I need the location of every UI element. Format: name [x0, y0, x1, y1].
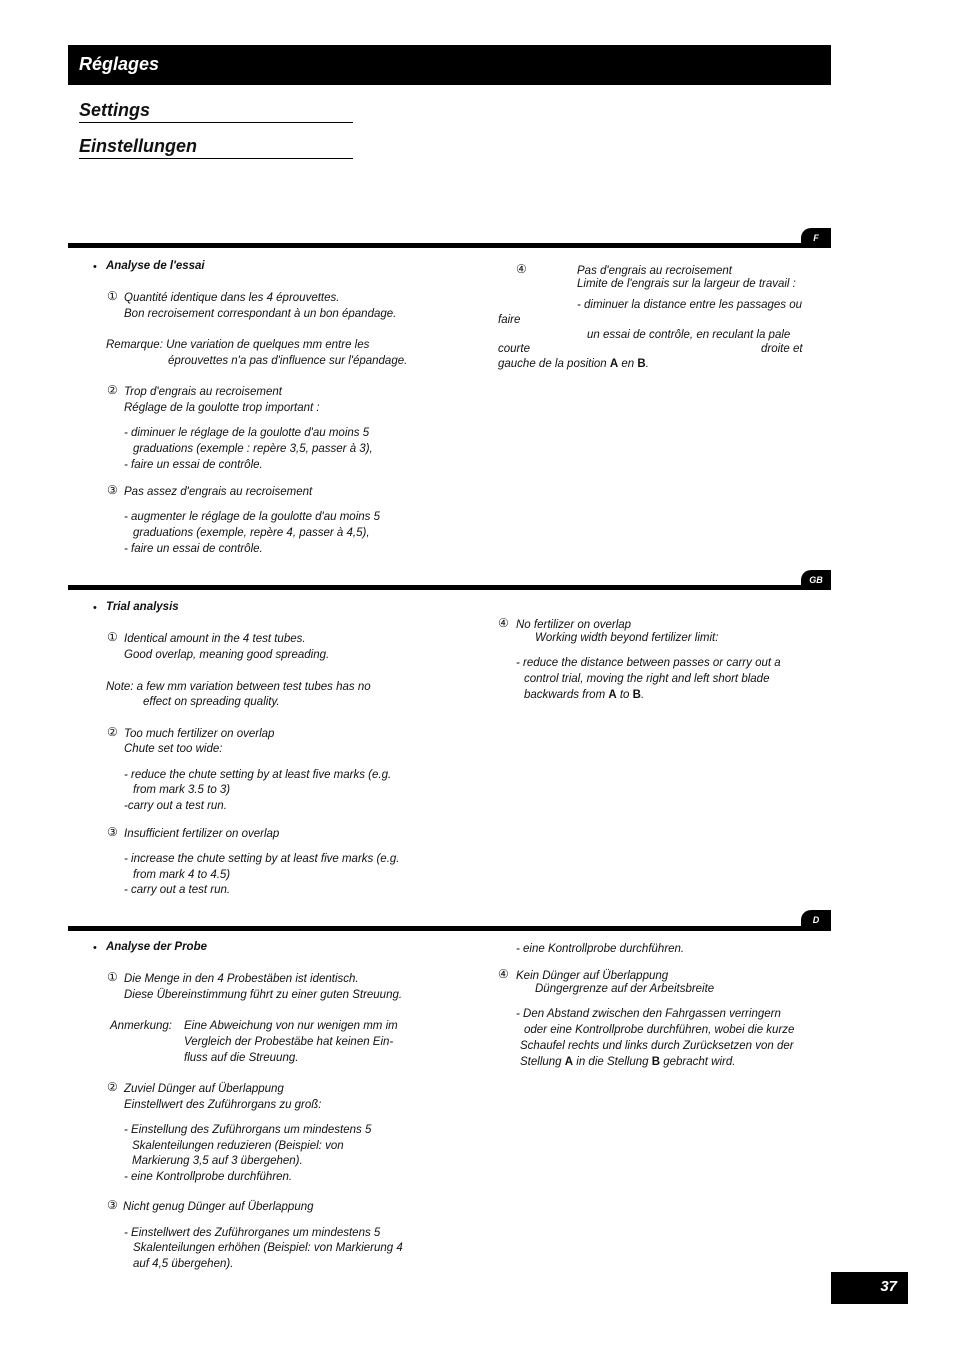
section-rule-fr	[68, 243, 831, 248]
text-line: Pas d'engrais au recroisement	[577, 265, 732, 277]
text-line: Markierung 3,5 auf 3 übergehen).	[132, 1155, 303, 1167]
text-line: - faire un essai de contrôle.	[124, 459, 263, 471]
section-heading-fr: Analyse de l'essai	[106, 260, 205, 272]
note-line: effect on spreading quality.	[143, 696, 280, 708]
title-bar	[68, 45, 831, 85]
subtitle-english: Settings	[79, 100, 353, 123]
text-fragment: Stellung	[520, 1056, 565, 1068]
text-fragment: en	[618, 358, 638, 370]
text-line: Trop d'engrais au recroisement	[124, 386, 282, 398]
section-rule-gb	[68, 585, 831, 590]
text-line: - Den Abstand zwischen den Fahrgassen verringern	[516, 1008, 781, 1020]
text-line: faire	[498, 314, 521, 326]
position-a-label: A	[564, 1056, 574, 1068]
position-a-label: A	[608, 689, 617, 701]
remark-line: Remarque: Une variation de quelques mm entre les	[106, 339, 370, 351]
text-line: Düngergrenze auf der Arbeitsbreite	[535, 983, 715, 995]
text-line: courte	[498, 343, 530, 355]
text-fragment: to	[616, 689, 633, 701]
text-line: Quantité identique dans les 4 éprouvettes.	[124, 292, 340, 304]
text-line: - Einstellwert des Zuführorganes um mindestens 5	[124, 1227, 381, 1239]
text-line	[498, 356, 649, 372]
position-a-label: A	[609, 358, 619, 370]
text-line: Identical amount in the 4 test tubes.	[124, 633, 306, 645]
text-line: Pas assez d'engrais au recroisement	[124, 486, 313, 498]
text-line: auf 4,5 übergehen).	[133, 1258, 234, 1270]
page-number: 37	[831, 1272, 908, 1304]
text-line: - diminuer le réglage de la goulotte d'au moins 5	[124, 427, 370, 439]
text-line: - carry out a test run.	[124, 884, 231, 896]
remark-label: Anmerkung:	[110, 1020, 173, 1032]
remark-line: éprouvettes n'a pas d'influence sur l'épandage.	[168, 355, 408, 367]
subtitle-german: Einstellungen	[79, 136, 353, 159]
text-line: - eine Kontrollprobe durchführen.	[124, 1171, 293, 1183]
text-line: graduations (exemple : repère 3,5, passer à 3),	[133, 443, 373, 455]
text-line: oder eine Kontrollprobe durchführen, wobei die kurze	[524, 1024, 795, 1036]
text-line: Skalenteilungen reduzieren (Beispiel: von	[132, 1140, 344, 1152]
text-line: un essai de contrôle, en reculant la pale	[587, 329, 791, 341]
item-number: ①	[107, 630, 118, 644]
text-line: Einstellwert des Zuführorgans zu groß:	[124, 1099, 322, 1111]
text-fragment: backwards from	[524, 689, 609, 701]
text-fragment: .	[640, 689, 645, 701]
text-line: from mark 3.5 to 3)	[133, 784, 231, 796]
text-line: from mark 4 to 4.5)	[133, 869, 231, 881]
bullet: •	[93, 602, 97, 614]
text-line: control trial, moving the right and left short blade	[524, 673, 770, 685]
language-tag-fr: F	[801, 228, 831, 248]
text-line: Chute set too wide:	[124, 743, 223, 755]
item-number: ②	[107, 725, 118, 739]
text-line: - eine Kontrollprobe durchführen.	[516, 943, 685, 955]
bullet: •	[93, 261, 97, 273]
text-line: - reduce the chute setting by at least five marks (e.g.	[124, 769, 392, 781]
text-fragment: in die Stellung	[573, 1056, 652, 1068]
page-title: Réglages	[79, 54, 160, 74]
remark-line: Eine Abweichung von nur wenigen mm im	[184, 1020, 398, 1032]
text-line: Zuviel Dünger auf Überlappung	[124, 1083, 284, 1095]
text-line: - reduce the distance between passes or carry out a	[516, 657, 781, 669]
text-line: -carry out a test run.	[124, 800, 227, 812]
bullet: •	[93, 942, 97, 954]
text-line: - Einstellung des Zuführorgans um mindestens 5	[124, 1124, 372, 1136]
text-line: droite et	[761, 343, 803, 355]
text-line: Schaufel rechts und links durch Zurücksetzen von der	[520, 1040, 794, 1052]
text-line: - diminuer la distance entre les passages ou	[577, 299, 803, 311]
section-rule-de	[68, 926, 831, 931]
item-number: ②	[107, 1080, 118, 1094]
text-line: Nicht genug Dünger auf Überlappung	[123, 1201, 314, 1213]
item-number: ②	[107, 383, 118, 397]
position-b-label: B	[637, 358, 646, 370]
text-line: Diese Übereinstimmung führt zu einer guten Streuung.	[124, 989, 403, 1001]
item-number: ①	[107, 970, 118, 984]
text-line	[524, 687, 644, 703]
section-heading-gb: Trial analysis	[106, 601, 179, 613]
text-line: - increase the chute setting by at least five marks (e.g.	[124, 853, 400, 865]
text-line: Skalenteilungen erhöhen (Beispiel: von Markierung 4	[133, 1242, 403, 1254]
text-line: graduations (exemple, repère 4, passer à 4,5),	[133, 527, 370, 539]
text-line: Insufficient fertilizer on overlap	[124, 828, 280, 840]
text-line: Too much fertilizer on overlap	[124, 728, 275, 740]
item-number: ③	[107, 1198, 118, 1212]
item-number: ③	[107, 825, 118, 839]
text-line: Kein Dünger auf Überlappung	[516, 970, 669, 982]
remark-line: Vergleich der Probestäbe hat keinen Ein-	[184, 1036, 394, 1048]
text-fragment: gauche de la position	[498, 358, 610, 370]
text-line: - faire un essai de contrôle.	[124, 543, 263, 555]
text-line: - augmenter le réglage de la goulotte d'au moins 5	[124, 511, 380, 523]
text-line: Bon recroisement correspondant à un bon épandage.	[124, 308, 397, 320]
text-line: Die Menge in den 4 Probestäben ist identisch.	[124, 973, 359, 985]
item-number: ④	[516, 262, 527, 276]
item-number: ④	[498, 967, 509, 981]
note-line: Note: a few mm variation between test tubes has no	[106, 681, 371, 693]
language-tag-gb: GB	[801, 570, 831, 590]
position-b-label: B	[651, 1056, 661, 1068]
text-line: Good overlap, meaning good spreading.	[124, 649, 330, 661]
section-heading-de: Analyse der Probe	[106, 941, 207, 953]
text-line: Réglage de la goulotte trop important :	[124, 402, 320, 414]
text-fragment: .	[645, 358, 649, 370]
text-line: Limite de l'engrais sur la largeur de travail :	[577, 278, 796, 290]
text-fragment: gebracht wird.	[660, 1056, 736, 1068]
item-number: ①	[107, 289, 118, 303]
remark-line: fluss auf die Streuung.	[184, 1052, 299, 1064]
item-number: ③	[107, 483, 118, 497]
language-tag-de: D	[801, 910, 831, 930]
text-line: No fertilizer on overlap	[516, 619, 632, 631]
item-number: ④	[498, 616, 509, 630]
text-line: Working width beyond fertilizer limit:	[535, 632, 719, 644]
position-b-label: B	[632, 689, 641, 701]
text-line	[520, 1054, 735, 1070]
